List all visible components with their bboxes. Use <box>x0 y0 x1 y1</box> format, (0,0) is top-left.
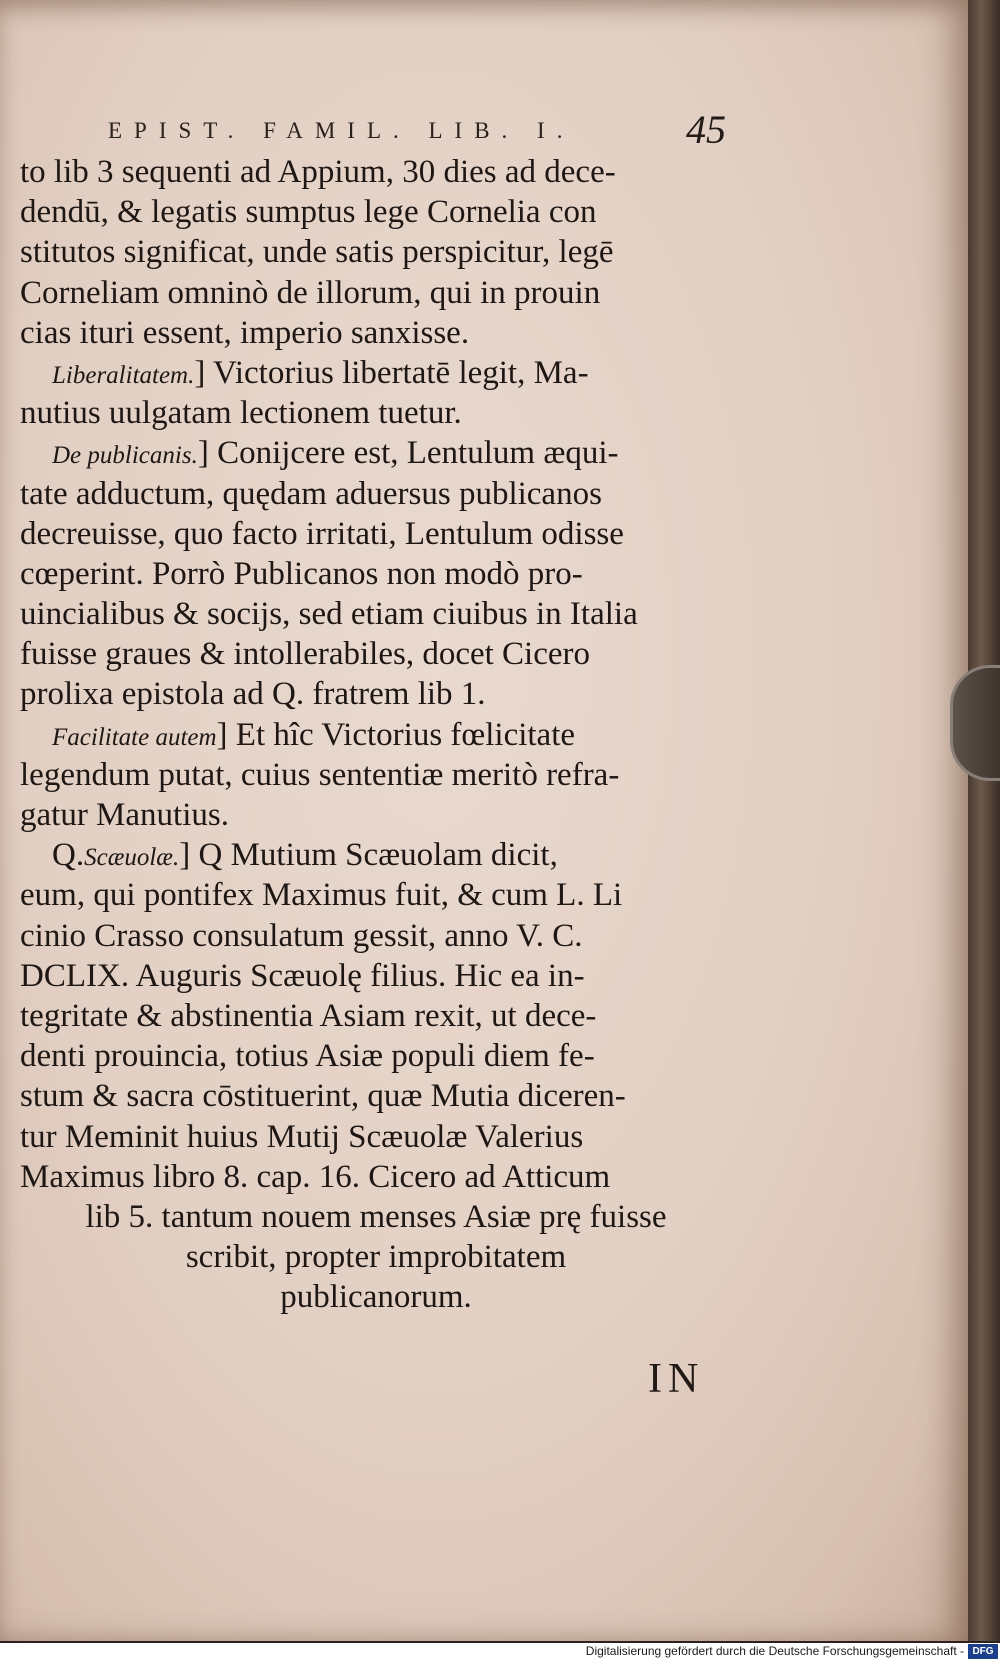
lemma: Scæuolæ. <box>84 844 180 872</box>
catchword: IN <box>648 1356 705 1402</box>
text-line: Maximus libro 8. cap. 16. Cicero ad Atticum <box>20 1158 611 1195</box>
footer-bar <box>0 1643 1000 1661</box>
text-line: fuisse graues & intollerabiles, docet Cicero <box>20 636 590 673</box>
entry-text: ] Q Mutium Scæuolam dicit, <box>179 837 558 874</box>
text-line: stitutos significat, unde satis perspicitur, legē <box>20 234 614 271</box>
lemma: De publicanis. <box>52 442 198 470</box>
page-clip <box>950 665 1000 781</box>
page-number: 45 <box>686 107 726 152</box>
text-line: eum, qui pontifex Maximus fuit, & cum L. Li <box>20 877 623 914</box>
lemma: Liberalitatem. <box>52 361 195 389</box>
text-line: Corneliam omninò de illorum, qui in prouin <box>20 274 601 311</box>
funding-credit: Digitalisierung gefördert durch die Deutsche Forschungsgemeinschaft - <box>585 1644 964 1658</box>
lemma-prefix: Q. <box>52 837 85 874</box>
text-line: uincialibus & socijs, sed etiam ciuibus in Italia <box>20 596 638 633</box>
lemma: Facilitate autem <box>52 723 217 751</box>
closing-line: publicanorum. <box>280 1279 472 1316</box>
text-line: tur Meminit huius Mutij Scæuolæ Valerius <box>20 1118 584 1155</box>
text-line: cias ituri essent, imperio sanxisse. <box>20 314 470 351</box>
dfg-logo: DFG <box>968 1644 998 1659</box>
entry-first-line <box>20 715 732 755</box>
main-text <box>20 152 732 1317</box>
closing-line: scribit, propter improbitatem <box>185 1239 567 1276</box>
text-line: legendum putat, cuius sententiæ meritò refra- <box>20 756 620 793</box>
text-line: tate adductum, quędam aduersus publicanos <box>20 475 602 512</box>
text-line: cœperint. Porrò Publicanos non modò pro- <box>20 555 583 592</box>
text-line: DCLIX. Auguris Scæuolę filius. Hic ea in- <box>20 957 585 994</box>
text-line: prolixa epistola ad Q. fratrem lib 1. <box>20 676 486 713</box>
entry-text: ] Et hîc Victorius fœlicitate <box>216 716 576 753</box>
entry-first-line <box>20 353 732 393</box>
entry-first-line <box>20 433 732 473</box>
text-line: to lib 3 sequenti ad Appium, 30 dies ad dece- <box>20 154 616 190</box>
closing-line: lib 5. tantum nouem menses Asiæ prę fuisse <box>85 1198 667 1235</box>
entry-first-line <box>20 835 732 875</box>
text-line: decreuisse, quo facto irritati, Lentulum odisse <box>20 515 624 552</box>
text-line: stum & sacra cōstituerint, quæ Mutia diceren- <box>20 1078 626 1115</box>
text-line: cinio Crasso consulatum gessit, anno V. C. <box>20 917 583 954</box>
text-line: gatur Manutius. <box>20 797 229 833</box>
running-head: EPIST. FAMIL. LIB. I. <box>108 118 575 143</box>
text-line: nutius uulgatam lectionem tuetur. <box>20 395 462 432</box>
entry-text: ] Conijcere est, Lentulum æqui- <box>197 435 619 472</box>
text-line: dendū, & legatis sumptus lege Cornelia con <box>20 194 597 231</box>
page-gutter-edge <box>968 0 1000 1641</box>
text-line: tegritate & abstinentia Asiam rexit, ut dece- <box>20 997 597 1034</box>
entry-text: ] Victorius libertatē legit, Ma- <box>194 354 589 391</box>
text-line: denti prouincia, totius Asiæ populi diem fe- <box>20 1038 595 1075</box>
